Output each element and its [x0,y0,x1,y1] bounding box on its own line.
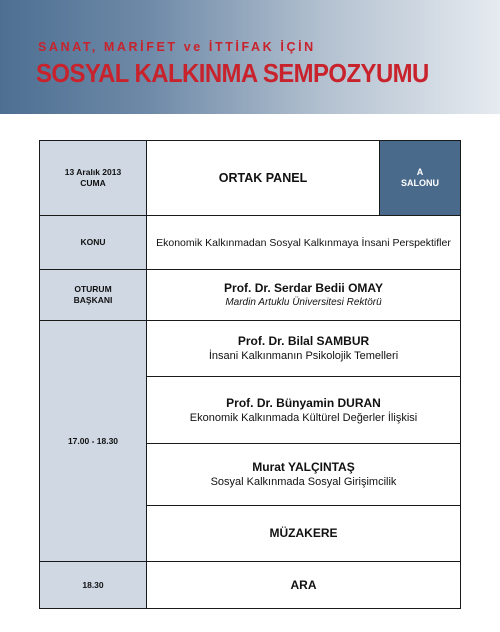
speaker-talk: Sosyal Kalkınmada Sosyal Girişimcilik [210,476,397,488]
break-cell [147,562,460,608]
break-time-cell [40,562,147,608]
schedule-table [39,140,461,609]
speaker-row [147,444,460,506]
session-time-cell [40,321,147,562]
chair-label-line2: BAŞKANI [73,295,113,305]
discussion-label: MÜZAKERE [269,526,338,540]
speaker-row [147,377,460,444]
break-time: 18.30 [82,579,104,590]
chair-affiliation: Mardin Artuklu Üniversitesi Rektörü [225,297,382,308]
speaker-name: Prof. Dr. Bünyamin DURAN [226,395,381,410]
discussion-cell [147,506,460,562]
topic-label: KONU [80,237,106,247]
chair-cell [147,270,460,321]
hall-line1: A [416,167,424,177]
header-banner [0,0,500,114]
speaker-row [147,321,460,377]
panel-title-cell [147,141,380,216]
chair-label-cell [40,270,147,321]
date-line2: CUMA [80,178,106,188]
date-line1: 13 Aralık 2013 [64,167,122,177]
speaker-talk: Ekonomik Kalkınmada Kültürel Değerler İlişkisi [189,411,418,424]
panel-title: ORTAK PANEL [218,171,308,185]
chair-name: Prof. Dr. Serdar Bedii OMAY [224,281,383,295]
session-time: 17.00 - 18.30 [67,435,119,446]
hall-cell [380,141,460,216]
speaker-talk: İnsani Kalkınmanın Psikolojik Temelleri [208,350,399,362]
speaker-name: Prof. Dr. Bilal SAMBUR [237,334,370,348]
topic-label-cell [40,216,147,270]
date-cell [40,141,147,216]
hall-line2: SALONU [401,178,439,188]
speaker-name: Murat YALÇINTAŞ [252,460,355,474]
break-label: ARA [290,577,317,592]
symposium-subtitle: SANAT, MARİFET ve İTTİFAK İÇİN [38,40,316,54]
symposium-title: SOSYAL KALKINMA SEMPOZYUMU [36,58,429,88]
topic-text-cell [147,216,460,270]
topic-text: Ekonomik Kalkınmadan Sosyal Kalkınmaya İnsani Perspektifler [156,236,451,249]
chair-label-line1: OTURUM [74,284,112,294]
